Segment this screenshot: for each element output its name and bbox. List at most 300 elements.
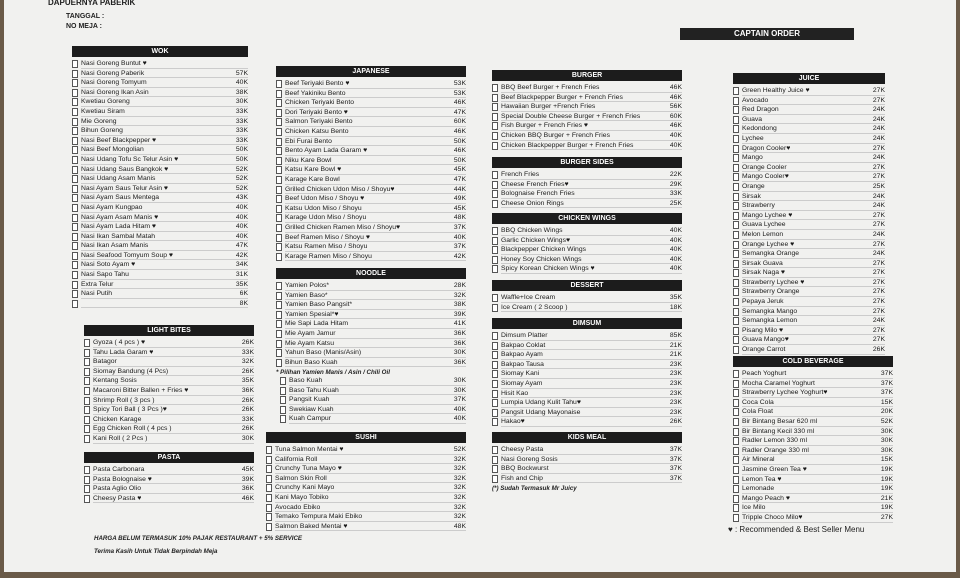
order-checkbox[interactable]	[276, 282, 282, 290]
order-checkbox[interactable]	[733, 221, 739, 229]
order-checkbox[interactable]	[733, 380, 739, 388]
order-checkbox[interactable]	[492, 171, 498, 179]
section-dimsum	[492, 318, 682, 427]
menu-item	[492, 189, 682, 199]
order-checkbox[interactable]	[492, 256, 498, 264]
order-checkbox[interactable]	[733, 399, 739, 407]
menu-item	[492, 360, 682, 370]
order-checkbox[interactable]	[276, 157, 282, 165]
order-checkbox[interactable]	[492, 370, 498, 378]
order-checkbox[interactable]	[492, 446, 498, 454]
menu-item-name: Siomay Bandung (4 Pcs)	[93, 367, 230, 377]
order-checkbox[interactable]	[492, 294, 498, 302]
menu-item-price: 33K	[224, 117, 248, 127]
section-soup	[280, 376, 466, 424]
order-checkbox[interactable]	[72, 60, 78, 68]
order-checkbox[interactable]	[72, 185, 78, 193]
order-checkbox[interactable]	[72, 300, 78, 308]
menu-item-name: Dimsum Platter	[501, 331, 658, 341]
order-checkbox[interactable]	[276, 147, 282, 155]
menu-item-price: 43K	[224, 193, 248, 203]
order-checkbox[interactable]	[733, 418, 739, 426]
menu-item	[84, 386, 254, 396]
menu-item-price: 23K	[658, 379, 682, 389]
menu-item-price: 27K	[861, 96, 885, 106]
menu-item-name: Honey Soy Chicken Wings	[501, 255, 658, 265]
order-checkbox[interactable]	[72, 89, 78, 97]
menu-item	[733, 115, 885, 125]
order-checkbox[interactable]	[72, 79, 78, 87]
menu-item	[733, 427, 893, 437]
order-checkbox[interactable]	[276, 128, 282, 136]
order-checkbox[interactable]	[72, 137, 78, 145]
menu-item	[733, 475, 893, 485]
menu-item-price: 27K	[861, 335, 885, 345]
menu-item-name: Bakpao Coklat	[501, 341, 658, 351]
menu-item	[733, 278, 885, 288]
menu-item-price: 39K	[230, 475, 254, 485]
menu-item	[72, 289, 248, 299]
section-dessert	[492, 280, 682, 312]
order-checkbox[interactable]	[84, 466, 90, 474]
order-checkbox[interactable]	[276, 186, 282, 194]
order-checkbox[interactable]	[492, 465, 498, 473]
order-checkbox[interactable]	[733, 241, 739, 249]
menu-item-price: 30K	[442, 376, 466, 386]
order-checkbox[interactable]	[72, 127, 78, 135]
order-checkbox[interactable]	[733, 279, 739, 287]
menu-item-name: Melon Lemon	[742, 230, 861, 240]
order-checkbox[interactable]	[280, 406, 286, 414]
order-checkbox[interactable]	[733, 193, 739, 201]
order-checkbox[interactable]	[276, 166, 282, 174]
order-checkbox[interactable]	[72, 290, 78, 298]
order-checkbox[interactable]	[276, 118, 282, 126]
order-checkbox[interactable]	[733, 370, 739, 378]
order-checkbox[interactable]	[733, 202, 739, 210]
menu-item-price: 57K	[224, 69, 248, 79]
menu-item-price: 30K	[224, 97, 248, 107]
order-checkbox[interactable]	[72, 233, 78, 241]
order-checkbox[interactable]	[733, 154, 739, 162]
order-checkbox[interactable]	[84, 377, 90, 385]
menu-item	[276, 339, 466, 349]
menu-item	[72, 88, 248, 98]
menu-item-price: 36K	[230, 484, 254, 494]
menu-item	[492, 121, 682, 131]
order-checkbox[interactable]	[492, 122, 498, 130]
order-checkbox[interactable]	[84, 358, 90, 366]
order-checkbox[interactable]	[276, 301, 282, 309]
order-checkbox[interactable]	[492, 418, 498, 426]
order-checkbox[interactable]	[492, 227, 498, 235]
order-checkbox[interactable]	[492, 304, 498, 312]
menu-item-price: 36K	[442, 358, 466, 368]
menu-item-name: Mie Goreng	[81, 117, 224, 127]
order-checkbox[interactable]	[733, 106, 739, 114]
order-checkbox[interactable]	[492, 181, 498, 189]
order-checkbox[interactable]	[733, 485, 739, 493]
order-checkbox[interactable]	[84, 485, 90, 493]
menu-item-price: 30K	[869, 427, 893, 437]
order-checkbox[interactable]	[733, 476, 739, 484]
menu-item-price: 33K	[230, 348, 254, 358]
menu-item-name: Coca Cola	[742, 398, 869, 408]
order-checkbox[interactable]	[733, 260, 739, 268]
menu-item	[72, 203, 248, 213]
section-cold-beverage	[733, 356, 893, 523]
order-checkbox[interactable]	[276, 224, 282, 232]
menu-item	[733, 379, 893, 389]
menu-item-name: Nasi Goreng Tomyum	[81, 78, 224, 88]
menu-item-price: 33K	[224, 107, 248, 117]
order-checkbox[interactable]	[492, 409, 498, 417]
menu-item-name: Special Double Cheese Burger + French Fries	[501, 112, 658, 122]
menu-item-name	[81, 299, 224, 309]
menu-item	[276, 137, 466, 147]
order-checkbox[interactable]	[266, 484, 272, 492]
menu-item-name: Cheese French Fries♥	[501, 180, 658, 190]
order-checkbox[interactable]	[733, 97, 739, 105]
order-checkbox[interactable]	[72, 261, 78, 269]
order-checkbox[interactable]	[276, 340, 282, 348]
order-checkbox[interactable]	[733, 212, 739, 220]
menu-item-price: 42K	[442, 252, 466, 262]
order-checkbox[interactable]	[72, 214, 78, 222]
menu-item-price: 40K	[224, 203, 248, 213]
order-checkbox[interactable]	[72, 281, 78, 289]
order-checkbox[interactable]	[492, 351, 498, 359]
menu-item-name: Pasta Carbonara	[93, 465, 230, 475]
menu-item	[733, 335, 885, 345]
order-checkbox[interactable]	[492, 246, 498, 254]
order-checkbox[interactable]	[733, 456, 739, 464]
menu-item	[733, 172, 885, 182]
order-checkbox[interactable]	[276, 176, 282, 184]
order-checkbox[interactable]	[280, 377, 286, 385]
menu-item	[492, 408, 682, 418]
menu-item	[276, 204, 466, 214]
order-checkbox[interactable]	[276, 138, 282, 146]
menu-item-price: 15K	[869, 398, 893, 408]
order-checkbox[interactable]	[492, 332, 498, 340]
order-checkbox[interactable]	[733, 389, 739, 397]
order-checkbox[interactable]	[733, 308, 739, 316]
order-checkbox[interactable]	[492, 475, 498, 483]
menu-item	[492, 350, 682, 360]
order-checkbox[interactable]	[72, 70, 78, 78]
menu-item-name: Strawberry Lychee ♥	[742, 278, 861, 288]
menu-item-name: Crunchy Kani Mayo	[275, 483, 442, 493]
menu-item-price: 19K	[869, 475, 893, 485]
order-checkbox[interactable]	[492, 380, 498, 388]
order-checkbox[interactable]	[276, 349, 282, 357]
order-checkbox[interactable]	[84, 368, 90, 376]
order-checkbox[interactable]	[492, 390, 498, 398]
order-checkbox[interactable]	[72, 118, 78, 126]
menu-item	[733, 163, 885, 173]
menu-item	[492, 389, 682, 399]
menu-item-price: 33K	[224, 126, 248, 136]
order-checkbox[interactable]	[84, 349, 90, 357]
menu-item-price: 42K	[224, 251, 248, 261]
section-title: DESSERT	[492, 280, 682, 291]
order-checkbox[interactable]	[733, 336, 739, 344]
menu-item-price: 36K	[442, 329, 466, 339]
menu-item-name: Air Mineral	[742, 455, 869, 465]
menu-item	[733, 513, 893, 523]
menu-item-price: 46K	[658, 93, 682, 103]
menu-item-name: French Fries	[501, 170, 658, 180]
menu-item-price: 27K	[861, 287, 885, 297]
menu-item-price: 24K	[861, 105, 885, 115]
order-checkbox[interactable]	[72, 204, 78, 212]
menu-item-price: 32K	[442, 464, 466, 474]
section-title: BURGER	[492, 70, 682, 81]
menu-item-price: 49K	[442, 194, 466, 204]
order-checkbox[interactable]	[280, 396, 286, 404]
menu-item-name: Semangka Orange	[742, 249, 861, 259]
order-checkbox[interactable]	[492, 456, 498, 464]
order-checkbox[interactable]	[733, 288, 739, 296]
order-checkbox[interactable]	[266, 494, 272, 502]
menu-item-price: 40K	[658, 264, 682, 274]
order-checkbox[interactable]	[276, 90, 282, 98]
order-checkbox[interactable]	[276, 311, 282, 319]
order-checkbox[interactable]	[72, 175, 78, 183]
order-checkbox[interactable]	[72, 98, 78, 106]
order-checkbox[interactable]	[276, 359, 282, 367]
menu-item	[84, 396, 254, 406]
order-checkbox[interactable]	[492, 399, 498, 407]
menu-item-price: 34K	[224, 260, 248, 270]
captain-order-banner: CAPTAIN ORDER	[680, 28, 854, 40]
order-checkbox[interactable]	[733, 447, 739, 455]
order-checkbox[interactable]	[266, 513, 272, 521]
order-checkbox[interactable]	[84, 476, 90, 484]
order-checkbox[interactable]	[733, 145, 739, 153]
order-checkbox[interactable]	[276, 253, 282, 261]
order-checkbox[interactable]	[276, 330, 282, 338]
order-checkbox[interactable]	[733, 116, 739, 124]
order-checkbox[interactable]	[733, 125, 739, 133]
menu-item-name: Baso Kuah	[289, 376, 442, 386]
order-checkbox[interactable]	[276, 320, 282, 328]
order-checkbox[interactable]	[84, 416, 90, 424]
menu-item-price: 53K	[442, 79, 466, 89]
order-checkbox[interactable]	[492, 265, 498, 273]
order-checkbox[interactable]	[492, 94, 498, 102]
section-wok	[72, 46, 248, 308]
menu-item-name: Radler Orange 330 ml	[742, 446, 869, 456]
menu-item-name: Batagor	[93, 357, 230, 367]
order-checkbox[interactable]	[276, 109, 282, 117]
order-checkbox[interactable]	[733, 135, 739, 143]
order-checkbox[interactable]	[276, 205, 282, 213]
menu-item	[266, 483, 466, 493]
menu-item	[492, 141, 682, 151]
menu-item	[733, 407, 893, 417]
order-checkbox[interactable]	[733, 466, 739, 474]
menu-item	[733, 345, 885, 355]
menu-item-name: Mango Peach ♥	[742, 494, 869, 504]
order-checkbox[interactable]	[733, 231, 739, 239]
order-checkbox[interactable]	[84, 406, 90, 414]
menu-item-name: California Roll	[275, 455, 442, 465]
order-checkbox[interactable]	[72, 252, 78, 260]
section-title: LIGHT BITES	[84, 325, 254, 336]
order-checkbox[interactable]	[492, 200, 498, 208]
order-checkbox[interactable]	[733, 428, 739, 436]
menu-item-price: 37K	[442, 223, 466, 233]
menu-item-price: 47K	[442, 108, 466, 118]
menu-item-name: Tripple Choco Milo♥	[742, 513, 869, 523]
order-checkbox[interactable]	[733, 437, 739, 445]
menu-item-name: Nasi Ikan Sambal Matah	[81, 232, 224, 242]
menu-item	[733, 144, 885, 154]
menu-item-name: Avocado Ebiko	[275, 503, 442, 513]
order-checkbox[interactable]	[492, 84, 498, 92]
section-title: WOK	[72, 46, 248, 57]
recommended-legend: ♥ : Recommended & Best Seller Menu	[728, 525, 865, 534]
order-checkbox[interactable]	[733, 346, 739, 354]
menu-item-name: Gyoza ( 4 pcs ) ♥	[93, 338, 230, 348]
menu-item-price: 33K	[224, 136, 248, 146]
order-checkbox[interactable]	[72, 156, 78, 164]
menu-item	[84, 348, 254, 358]
menu-item	[276, 233, 466, 243]
order-checkbox[interactable]	[276, 243, 282, 251]
order-checkbox[interactable]	[733, 269, 739, 277]
order-checkbox[interactable]	[492, 237, 498, 245]
section-title: NOODLE	[276, 268, 466, 279]
order-checkbox[interactable]	[84, 435, 90, 443]
menu-item	[492, 226, 682, 236]
menu-item-name: Chicken BBQ Burger + French Fries	[501, 131, 658, 141]
menu-item	[733, 484, 893, 494]
order-checkbox[interactable]	[276, 292, 282, 300]
menu-item-price: 32K	[442, 512, 466, 522]
order-checkbox[interactable]	[276, 214, 282, 222]
order-checkbox[interactable]	[733, 327, 739, 335]
menu-item-name: Garlic Chicken Wings♥	[501, 236, 658, 246]
order-checkbox[interactable]	[492, 361, 498, 369]
menu-item-price: 27K	[861, 172, 885, 182]
order-checkbox[interactable]	[266, 465, 272, 473]
order-checkbox[interactable]	[733, 298, 739, 306]
menu-item	[276, 98, 466, 108]
order-checkbox[interactable]	[266, 456, 272, 464]
menu-item-name: Lychee	[742, 134, 861, 144]
menu-item-price: 85K	[658, 331, 682, 341]
order-checkbox[interactable]	[733, 173, 739, 181]
menu-item	[266, 464, 466, 474]
order-checkbox[interactable]	[276, 99, 282, 107]
order-checkbox[interactable]	[492, 342, 498, 350]
order-checkbox[interactable]	[492, 113, 498, 121]
menu-item-price: 32K	[442, 291, 466, 301]
menu-item-name: Karage Udon Miso / Shoyu	[285, 213, 442, 223]
order-checkbox[interactable]	[492, 132, 498, 140]
order-checkbox[interactable]	[733, 504, 739, 512]
menu-item	[492, 369, 682, 379]
menu-item	[276, 329, 466, 339]
menu-item	[276, 165, 466, 175]
order-checkbox[interactable]	[280, 387, 286, 395]
order-checkbox[interactable]	[84, 495, 90, 503]
order-checkbox[interactable]	[84, 425, 90, 433]
order-checkbox[interactable]	[276, 80, 282, 88]
menu-item-price: 23K	[658, 389, 682, 399]
order-checkbox[interactable]	[733, 250, 739, 258]
order-checkbox[interactable]	[72, 194, 78, 202]
order-checkbox[interactable]	[266, 523, 272, 531]
menu-item	[733, 220, 885, 230]
menu-item-price: 50K	[224, 155, 248, 165]
menu-item-price: 27K	[861, 211, 885, 221]
menu-item-name: Lemon Tea ♥	[742, 475, 869, 485]
menu-item	[84, 338, 254, 348]
order-checkbox[interactable]	[266, 446, 272, 454]
order-checkbox[interactable]	[266, 475, 272, 483]
menu-item	[266, 474, 466, 484]
order-checkbox[interactable]	[733, 183, 739, 191]
menu-item-price: 27K	[861, 297, 885, 307]
order-checkbox[interactable]	[84, 397, 90, 405]
menu-item-name: Guava Mango♥	[742, 335, 861, 345]
order-checkbox[interactable]	[72, 108, 78, 116]
menu-item-name: Shrimp Roll ( 3 pcs )	[93, 396, 230, 406]
order-checkbox[interactable]	[72, 271, 78, 279]
order-checkbox[interactable]	[276, 195, 282, 203]
order-checkbox[interactable]	[733, 164, 739, 172]
order-checkbox[interactable]	[280, 415, 286, 423]
order-checkbox[interactable]	[492, 103, 498, 111]
menu-item	[72, 270, 248, 280]
menu-item	[276, 358, 466, 368]
order-checkbox[interactable]	[84, 387, 90, 395]
order-checkbox[interactable]	[733, 87, 739, 95]
menu-item-price: 27K	[861, 144, 885, 154]
menu-item-price: 26K	[230, 367, 254, 377]
menu-item	[492, 236, 682, 246]
order-checkbox[interactable]	[492, 142, 498, 150]
order-checkbox[interactable]	[72, 242, 78, 250]
order-checkbox[interactable]	[733, 317, 739, 325]
menu-item-name: Tuna Salmon Mentai ♥	[275, 445, 442, 455]
order-checkbox[interactable]	[266, 504, 272, 512]
menu-item	[84, 484, 254, 494]
menu-item	[733, 417, 893, 427]
menu-item-name: Mango	[742, 153, 861, 163]
menu-item-price: 24K	[861, 124, 885, 134]
order-checkbox[interactable]	[72, 146, 78, 154]
thanks-note: Terima Kasih Untuk Tidak Berpindah Meja	[94, 548, 218, 555]
order-checkbox[interactable]	[84, 339, 90, 347]
order-checkbox[interactable]	[733, 514, 739, 522]
menu-item-name: Bakpao Tausa	[501, 360, 658, 370]
order-checkbox[interactable]	[72, 166, 78, 174]
order-checkbox[interactable]	[492, 190, 498, 198]
order-checkbox[interactable]	[276, 234, 282, 242]
order-checkbox[interactable]	[733, 495, 739, 503]
menu-item	[733, 436, 893, 446]
order-checkbox[interactable]	[72, 223, 78, 231]
menu-item-name: Jasmine Green Tea ♥	[742, 465, 869, 475]
menu-item-price: 32K	[230, 357, 254, 367]
menu-item	[492, 417, 682, 427]
order-checkbox[interactable]	[733, 408, 739, 416]
